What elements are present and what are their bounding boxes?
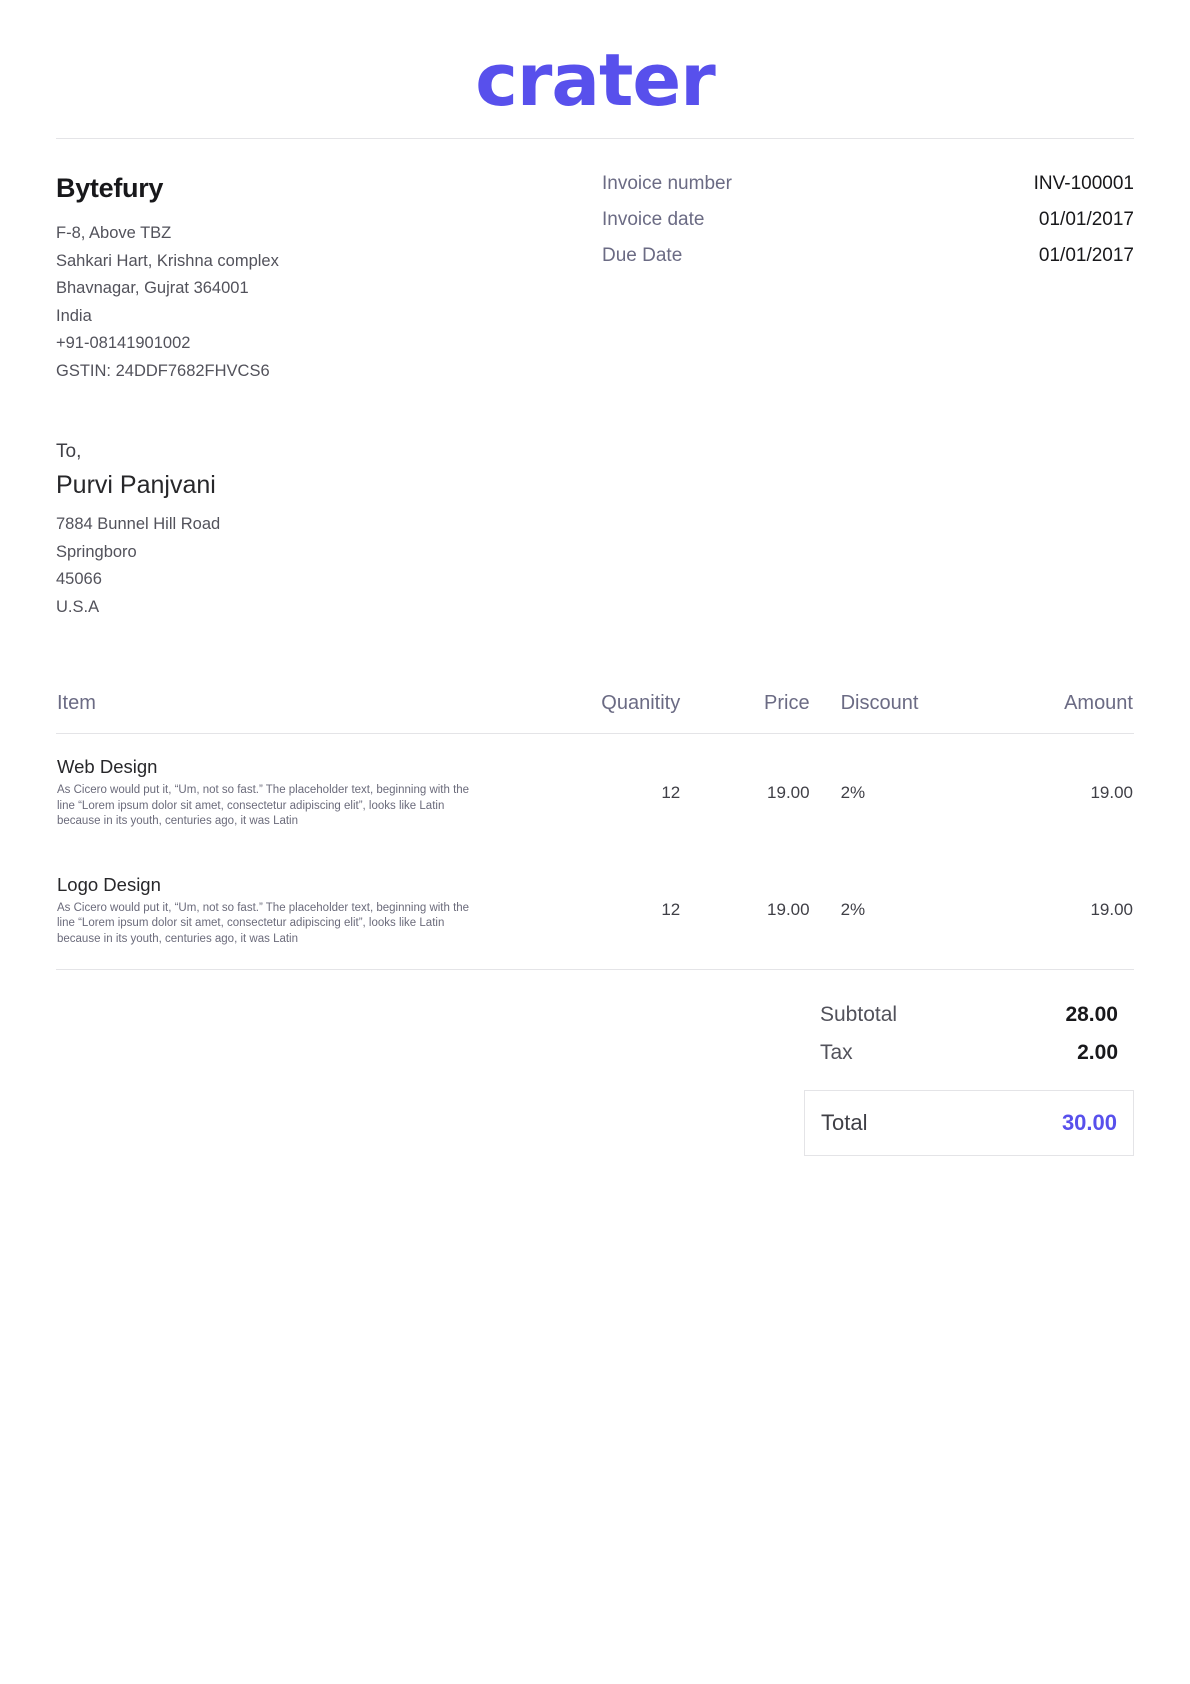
column-header-quantity: Quanitity [552,691,681,734]
table-row [56,734,1134,852]
sender-company-name: Bytefury [56,173,164,203]
item-title: Logo Design [57,873,161,895]
column-header-price: Price [681,691,810,734]
item-description: As Cicero would put it, “Um, not so fast.” The placeholder text, beginning with the line “Lorem ipsum dolor sit amet, consectetur adipiscing elit”, looks like Latin because in its youth, centuries ago, it was Latin [57,784,470,827]
tax-row [804,1034,1134,1072]
sender-address-line: F-8, Above TBZ [56,224,172,242]
items-table-body [56,734,1134,970]
bill-to-address-line: 7884 Bunnel Hill Road [56,515,221,533]
item-cell [56,852,552,970]
item-quantity: 12 [661,782,681,802]
tax-value: 2.00 [1077,1041,1118,1064]
meta-value: 01/01/2017 [1038,209,1134,230]
totals-section [0,970,1190,1156]
items-section [0,621,1190,969]
column-header-discount: Discount [811,691,962,734]
meta-row-invoice-number [602,173,1134,195]
bill-to-label: To, [56,441,82,462]
item-amount: 19.00 [1090,900,1133,920]
items-header-row [56,691,1134,734]
meta-value: 01/01/2017 [1038,245,1134,266]
item-price: 19.00 [767,900,810,920]
bill-to-block [0,385,1190,621]
subtotal-row [804,996,1134,1034]
items-table [56,691,1134,969]
total-row [804,1090,1134,1156]
bill-to-address-line: 45066 [56,570,102,588]
items-table-head [56,691,1134,734]
total-value: 30.00 [1061,1110,1117,1135]
sender-phone: +91-08141901002 [56,334,191,352]
sender-address-line: India [56,306,92,325]
sender-block [56,173,596,385]
column-header-item: Item [56,691,552,734]
meta-label: Invoice date [602,209,705,230]
tax-label: Tax [820,1041,853,1064]
item-title: Web Design [57,756,158,777]
crater-logo-text: crater [475,38,715,122]
item-discount: 2% [840,900,866,920]
meta-value: INV-100001 [1033,173,1134,194]
sender-gstin: GSTIN: 24DDF7682FHVCS6 [56,361,270,380]
bill-to-address-line: Springboro [56,542,137,561]
meta-label: Due Date [602,245,683,266]
bill-to-address-line: U.S.A [56,597,100,616]
subtotal-label: Subtotal [820,1003,898,1026]
bill-to-name: Purvi Panjvani [56,471,216,499]
subtotal-value: 28.00 [1065,1003,1118,1026]
brand-logo [0,0,1190,138]
meta-row-due-date [602,245,1134,267]
table-row [56,852,1134,970]
total-label: Total [821,1110,868,1135]
item-quantity: 12 [661,900,681,920]
meta-row-invoice-date [602,209,1134,231]
invoice-meta-block [596,173,1134,385]
item-discount: 2% [840,782,866,802]
column-header-amount: Amount [962,691,1135,734]
sender-address-line: Bhavnagar, Gujrat 364001 [56,279,249,297]
sender-address-line: Sahkari Hart, Krishna complex [56,251,279,270]
item-cell [56,734,552,852]
item-price: 19.00 [767,782,810,802]
totals-box [804,996,1134,1156]
item-amount: 19.00 [1090,782,1133,802]
meta-label: Invoice number [602,173,732,194]
invoice-header [0,139,1190,385]
item-description: As Cicero would put it, “Um, not so fast.” The placeholder text, beginning with the line “Lorem ipsum dolor sit amet, consectetur adipiscing elit”, looks like Latin because in its youth, centuries ago, it was Latin [57,901,470,945]
